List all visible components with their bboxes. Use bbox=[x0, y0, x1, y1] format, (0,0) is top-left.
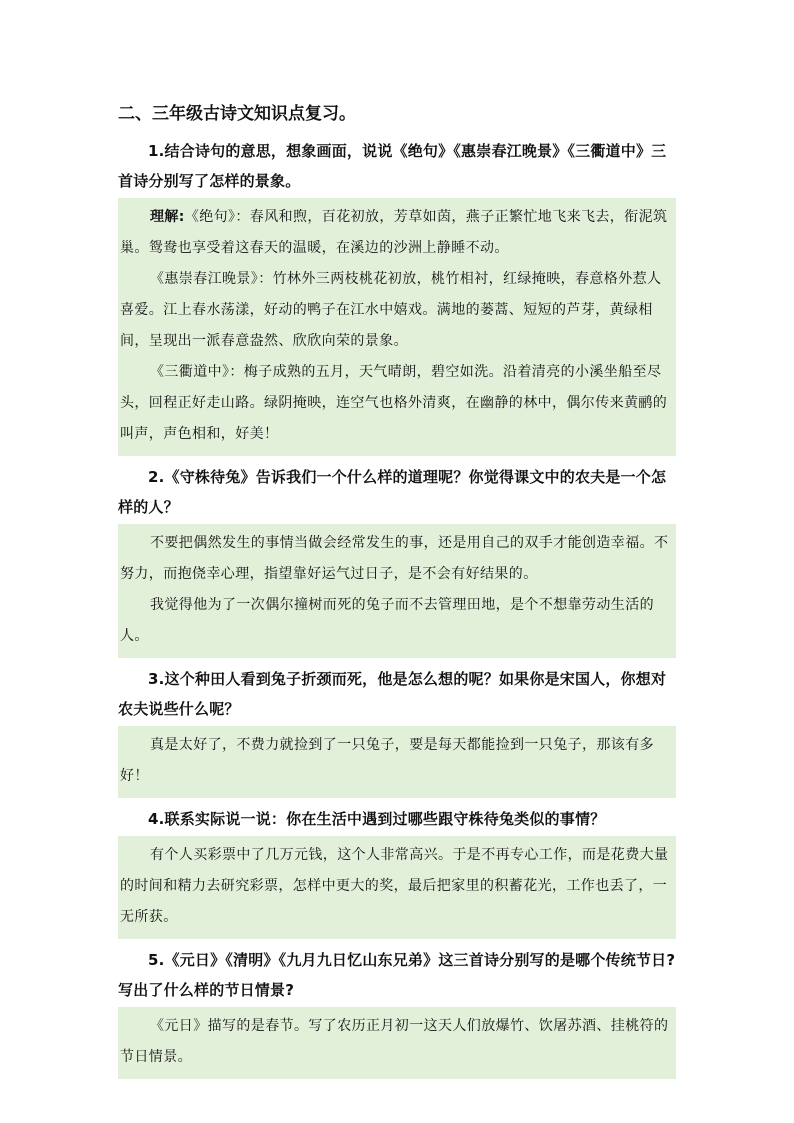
answer-text: 不要把偶然发生的事情当做会经常发生的事，还是用自己的双手才能创造幸福。不努力，而抱侥幸心理，指望靠好运气过日子，是不会有好结果的。 bbox=[120, 535, 669, 582]
answer-text: 真是太好了，不费力就捡到了一只兔子，要是每天都能捡到一只兔子，那该有多好！ bbox=[120, 737, 654, 784]
answer-paragraph bbox=[120, 840, 674, 933]
answer-text: 我觉得他为了一次偶尔撞树而死的兔子而不去管理田地，是个不想靠劳动生活的人。 bbox=[120, 597, 654, 644]
answer-text: 《三衢道中》：梅子成熟的五月，天气晴朗，碧空如洗。沿着清亮的小溪坐船至尽头，回程正好走山路。绿阴掩映，连空气也格外清爽，在幽静的林中，偶尔传来黄鹂的叫声，声色相和，好美！ bbox=[120, 364, 668, 442]
answer-paragraph bbox=[120, 357, 674, 450]
document-page bbox=[118, 100, 676, 1085]
answer-block-4 bbox=[118, 836, 676, 939]
question-4: 4.联系实际说一说：你在生活中遇到过哪些跟守株待兔类似的事情？ bbox=[148, 810, 606, 828]
question-1: 1.结合诗句的意思，想象画面，说说《绝句》《惠崇春江晚景》《三衢道中》三首诗分别写了怎样的景象。 bbox=[118, 142, 667, 190]
answer-block-2 bbox=[118, 524, 676, 658]
question-2: 2.《守株待兔》告诉我们一个什么样的道理呢？你觉得课文中的农夫是一个怎样的人？ bbox=[118, 468, 667, 516]
answer-text: 有个人买彩票中了几万元钱，这个人非常高兴。于是不再专心工作，而是花费大量的时间和精力去研究彩票，怎样中更大的奖，最后把家里的积蓄花光，工作也丢了，一无所获。 bbox=[120, 847, 669, 925]
answer-paragraph bbox=[120, 1011, 674, 1073]
section-title: 二、三年级古诗文知识点复习。 bbox=[118, 104, 356, 124]
answer-paragraph bbox=[120, 264, 674, 357]
question-3: 3.这个种田人看到兔子折颈而死，他是怎么想的呢？如果你是宋国人，你想对农夫说些什么呢？ bbox=[118, 670, 667, 718]
question-5: 5.《元日》《清明》《九月九日忆山东兄弟》这三首诗分别写的是哪个传统节日?写出了什么样的节日情景? bbox=[118, 951, 676, 999]
answer-block-1 bbox=[118, 198, 676, 456]
answer-paragraph bbox=[120, 590, 674, 652]
answer-text: 《元日》描写的是春节。写了农历正月初一这天人们放爆竹、饮屠苏酒、挂桃符的节日情景。 bbox=[120, 1018, 669, 1065]
answer-text: 《惠崇春江晚景》：竹林外三两枝桃花初放，桃竹相衬，红绿掩映，春意格外惹人喜爱。江上春水荡漾，好动的鸭子在江水中嬉戏。满地的蒌蒿、短短的芦芽，黄绿相间，呈现出一派春意盎然、欣欣向荣的景象。 bbox=[120, 271, 662, 349]
answer-paragraph bbox=[120, 528, 674, 590]
answer-paragraph bbox=[120, 730, 674, 792]
answer-text: 《绝句》：春风和煦，百花初放，芳草如茵，燕子正繁忙地飞来飞去，衔泥筑巢。鸳鸯也享受着这春天的温暖，在溪边的沙洲上静睡不动。 bbox=[120, 209, 668, 256]
answer-paragraph bbox=[120, 202, 674, 264]
answer-block-5 bbox=[118, 1007, 676, 1079]
answer-lead-label: 理解: bbox=[150, 209, 185, 225]
answer-block-3 bbox=[118, 726, 676, 798]
